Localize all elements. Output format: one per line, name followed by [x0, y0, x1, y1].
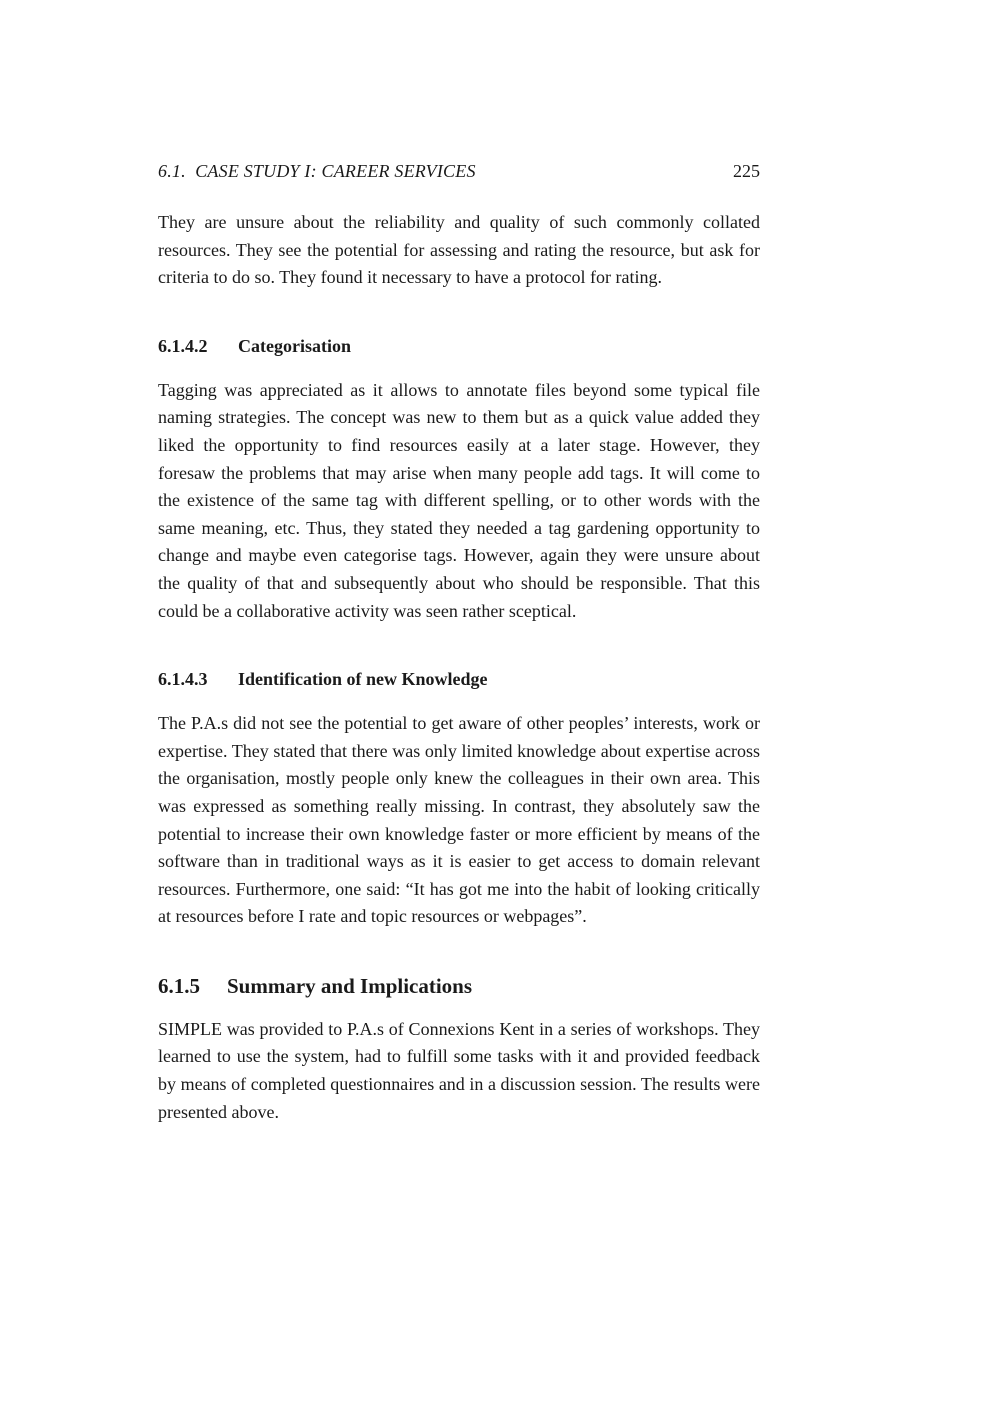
- heading-number: 6.1.4.2: [158, 335, 208, 356]
- header-section-title: CASE STUDY I: CAREER SERVICES: [195, 161, 476, 181]
- heading-title: Categorisation: [238, 335, 351, 356]
- intro-paragraph: They are unsure about the reliability and quality of such commonly collated resources. They see the potential for assessing and rating the resource, but ask for criteria to do so. They found it necessary to have a protocol for rating.: [158, 212, 760, 288]
- heading-categorisation: [158, 333, 760, 360]
- identification-paragraph: The P.A.s did not see the potential to get aware of other peoples’ interests, work or expertise. They stated that there was only limited knowledge about expertise across the organisation, mostly people only knew the colleagues in their own area. This was expressed as something really missing. In contrast, they absolutely saw the potential to increase their own knowledge faster or more efficient by means of the software than in traditional ways as it is easier to get access to domain relevant resources. Furthermore, one said: “It has got me into the habit of looking critically at resources before I rate and topic resources or webpages”.: [158, 713, 760, 927]
- heading-number: 6.1.4.3: [158, 669, 208, 690]
- header-section-number: 6.1.: [158, 161, 186, 181]
- heading-summary: [158, 972, 760, 1000]
- summary-paragraph: SIMPLE was provided to P.A.s of Connexions Kent in a series of workshops. They learned to use the system, had to fulfill some tasks with it and provided feedback by means of completed questionnaires and in a discussion session. The results were presented above.: [158, 1018, 760, 1122]
- heading-identification: [158, 666, 760, 693]
- running-header: [158, 158, 760, 185]
- heading-title: Summary and Implications: [227, 973, 473, 998]
- page-number: 225: [733, 161, 760, 181]
- categorisation-paragraph: Tagging was appreciated as it allows to annotate files beyond some typical file naming strategies. The concept was new to them but as a quick value added they liked the opportunity to find resources easily at a later stage. However, they foresaw the problems that may arise when many people add tags. It will come to the existence of the same tag with different spelling, or to other words with the same meaning, etc. Thus, they stated they needed a tag gardening opportunity to change and maybe even categorise tags. However, again they were unsure about the quality of that and subsequently about who should be responsible. That this could be a collaborative activity was seen rather sceptical.: [158, 379, 760, 621]
- heading-number: 6.1.5: [158, 973, 200, 998]
- running-header-title: [158, 158, 476, 185]
- heading-title: Identification of new Knowledge: [238, 669, 488, 690]
- page-content: [158, 158, 760, 1126]
